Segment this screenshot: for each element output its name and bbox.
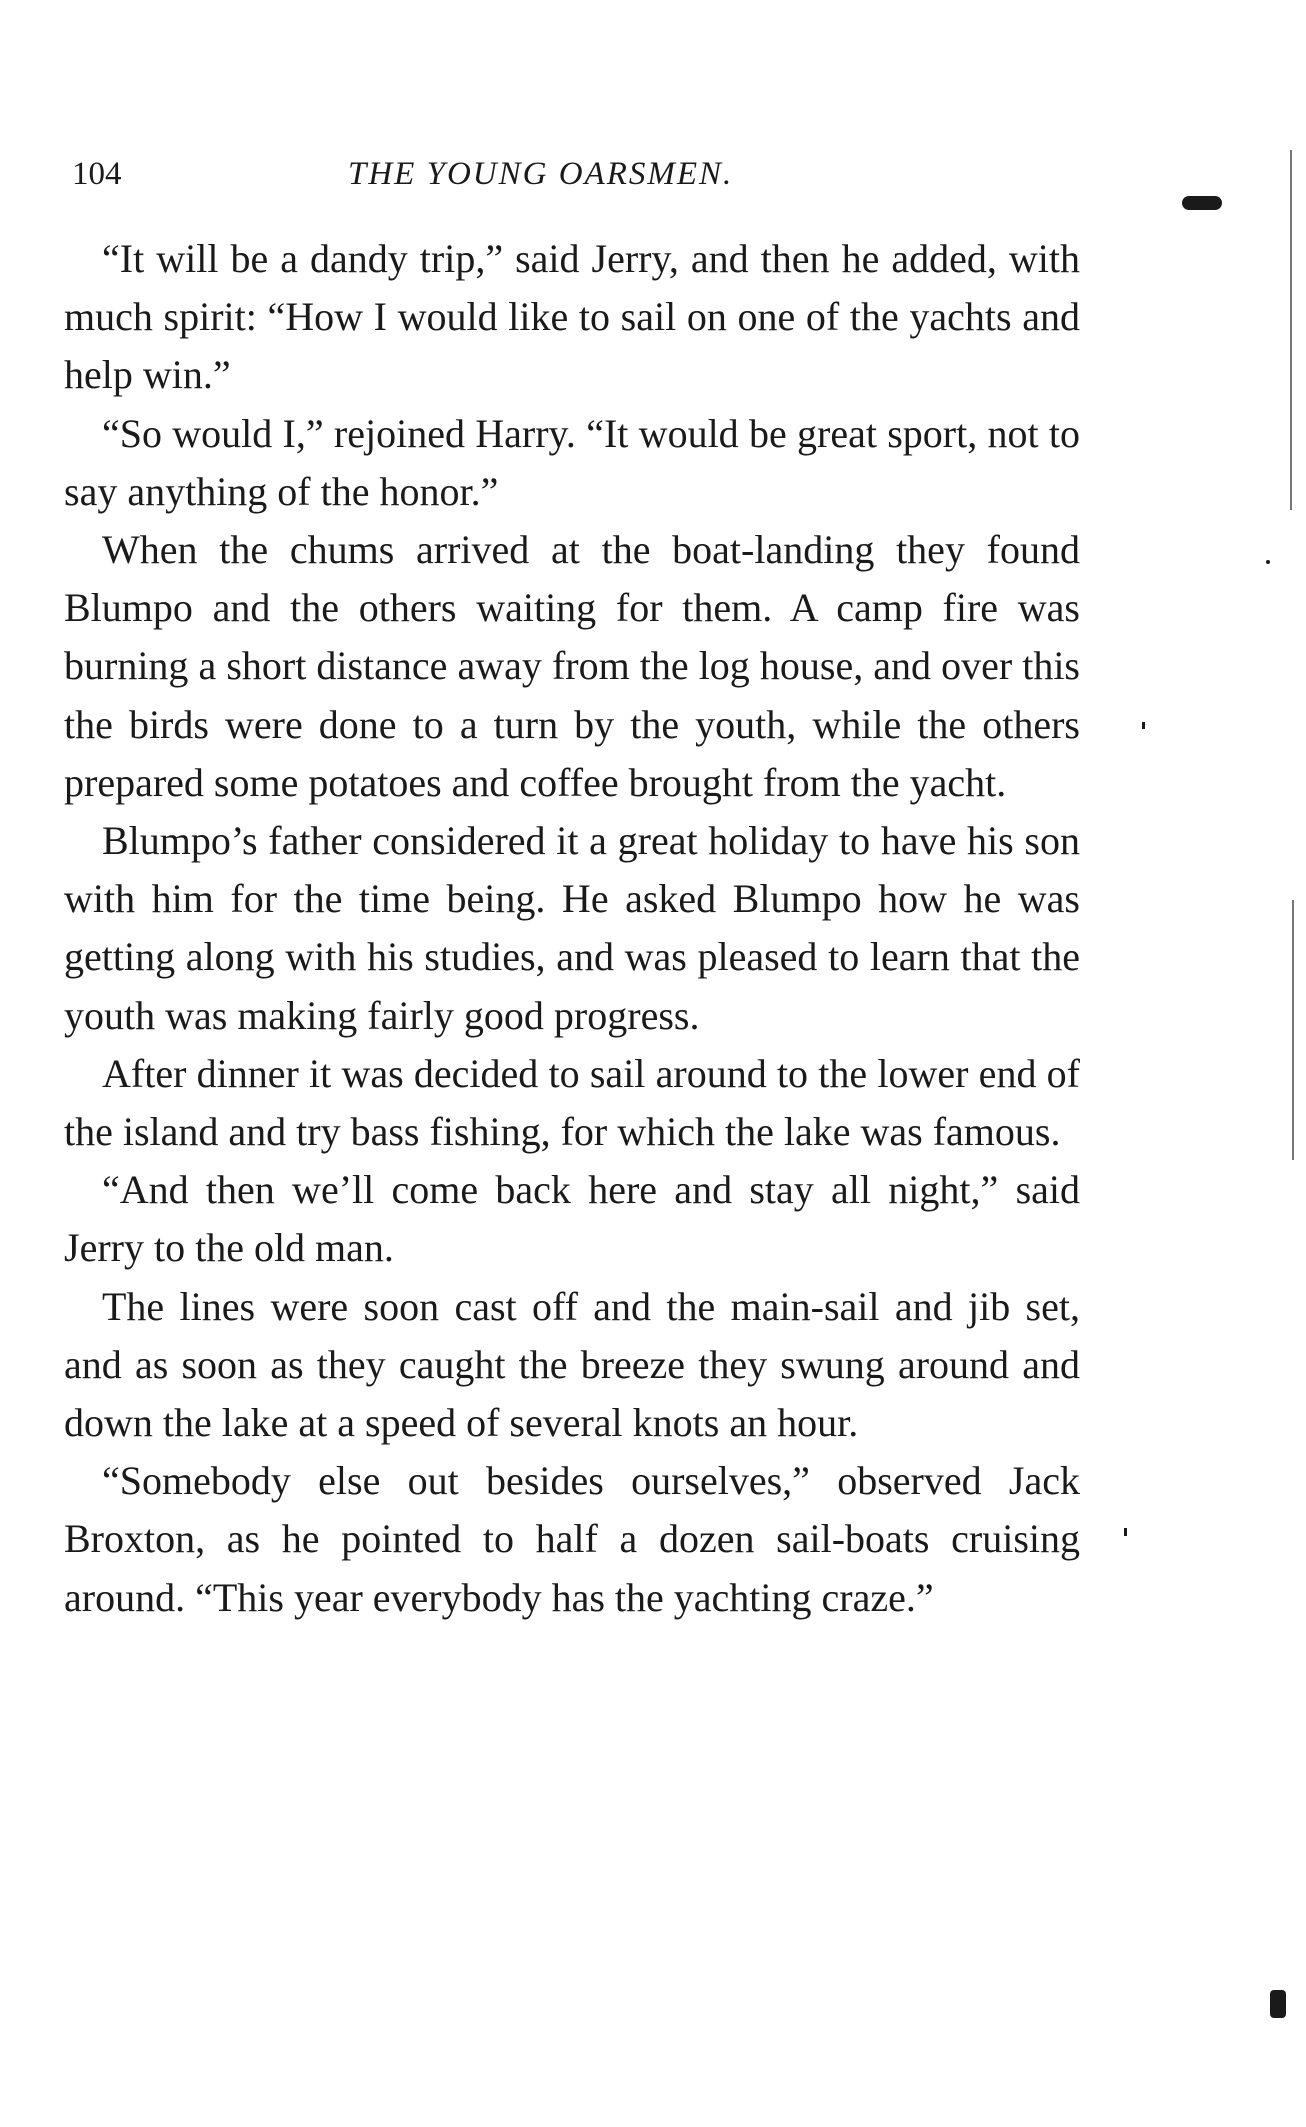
margin-speck (1142, 722, 1145, 729)
margin-speck (1124, 1528, 1127, 1536)
margin-ink-mark (1182, 196, 1222, 210)
paragraph: “And then we’ll come back here and stay all night,” said Jerry to the old man. (64, 1167, 1080, 1271)
paragraph: After dinner it was decided to sail around to the lower end of the island and try bass fishing, for which the lake was famous. (64, 1050, 1080, 1155)
paragraph: “So would I,” rejoined Harry. “It would be great sport, not to say anything of the honor.” (64, 410, 1080, 514)
paragraph: “It will be a dandy trip,” said Jerry, and then he added, with much spirit: “How I would like to sail on one of the yachts and help win.” (64, 236, 1080, 398)
page-edge-line (1292, 900, 1294, 1160)
paragraph: Blumpo’s father considered it a great holiday to have his son with him for the time being. He asked Blumpo how he was getting along with his studies, and was pleased to learn that the youth was making fairly good progress. (64, 818, 1080, 1038)
paragraph: The lines were soon cast off and the main-sail and jib set, and as soon as they caught the breeze they swung around and down the lake at a speed of several knots an hour. (64, 1283, 1080, 1446)
paragraph: When the chums arrived at the boat-landing they found Blumpo and the others waiting for them. A camp fire was burning a short distance away from the log house, and over this the birds were done to a turn by the youth, while the others prepared some potatoes and coffee brought from the yacht. (64, 527, 1080, 805)
paragraph: “Somebody else out besides ourselves,” observed Jack Broxton, as he pointed to half a dozen sail-boats cruising around. “This year everybody has the yachting craze.” (64, 1458, 1080, 1620)
margin-speck (1266, 560, 1270, 564)
body-text (64, 230, 1080, 1627)
page-number: 104 (72, 156, 122, 192)
margin-ink-mark (1270, 1990, 1286, 2018)
page-header (72, 156, 1072, 206)
page-edge-line (1290, 150, 1292, 510)
running-title: THE YOUNG OARSMEN. (348, 156, 734, 192)
